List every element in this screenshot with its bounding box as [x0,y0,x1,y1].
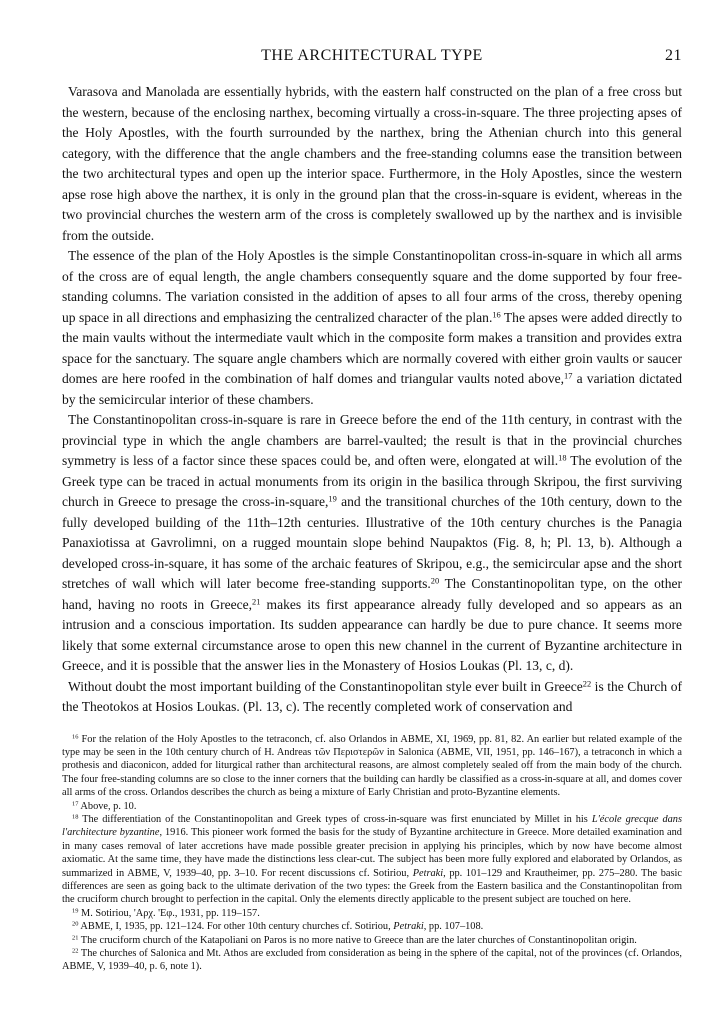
footnote-18-book-title-2: Petraki [412,867,444,879]
footnote-22 [62,947,682,974]
footnote-20-text-a: ABME, I, 1935, pp. 121–124. For other 10th century churches cf. Sotiriou, [78,921,394,933]
footnote-16-number: 16 [72,732,79,740]
footnote-18 [62,813,682,907]
running-header [62,47,682,69]
paragraph-2-text-c: a variation dictated by the semicircular interior of these chambers. [62,371,682,407]
footnote-17-number: 17 [72,800,79,808]
paragraph-2-text-a: The essence of the plan of the Holy Apostles is the simple Constantinopolitan cross-in-square in which all arms of the cross are of equal length, the angle chambers consequently square and the dome supported by four free-standing columns. The variation consisted in the addition of apses to all four arms of the cross, thereby opening up space in all directions and emphasizing the centralized character of the plan. [62,248,682,325]
paragraph-1 [62,82,682,246]
footnote-19-number: 19 [72,907,79,915]
paragraph-3-text-c: and the transitional churches of the 10th century, down to the fully developed building of the 11th–12th centuries. Illustrative of the 10th century churches is the Panagia Panaxiotissa at Gavrolimni, on a rugged mountain slope behind Naupaktos (Fig. 8, h; Pl. 13, b). Although a developed cross-in-square, it has some of the archaic features of Skripou, e.g., the semicircular apse and the short stretches of wall which will later become free-standing supports. [62,494,682,591]
footnote-ref-21[interactable]: 21 [252,596,261,606]
page-number: 21 [665,47,682,64]
footnote-16 [62,733,682,800]
footnote-19-text: M. Sotiriou, 'Αρχ. 'Εφ., 1931, pp. 119–157. [78,907,260,919]
footnote-17-text: Above, p. 10. [78,800,137,812]
page [62,0,682,974]
paragraph-1-text: Varasova and Manolada are essentially hybrids, with the eastern half constructed on the plan of a free cross but the western, because of the enclosing narthex, becoming virtually a cross-in-square. The three projecting apses of the Holy Apostles, with the fourth surrounded by the narthex, bring the Athenian church into this general category, with the difference that the angle chambers and the free-standing columns ease the transition between the two architectural types and open up the interior space. Furthermore, in the Holy Apostles, since the western apse rose high above the narthex, it is only in the ground plan that the cross-in-square is evident, whereas in the two provincial churches the western arm of the cross is completely swallowed up by the narthex and is invisible from the outside. [62,84,682,243]
footnote-ref-20[interactable]: 20 [430,576,440,586]
footnote-ref-17[interactable]: 17 [564,371,573,381]
footnote-18-text-a: The differentiation of the Constantinopolitan and Greek types of cross-in-square was first enunciated by Millet in his [78,813,592,825]
paragraph-3-text-e: makes its first appearance already fully developed and so appears as an intrusion and a conscious importation. Its sudden appearance can hardly be due to pure chance. It seems more likely that some external circumstance arose to open this new channel in the current of Byzantine architecture in Greece, and it is possible that the answer lies in the Monastery of Hosios Loukas (Pl. 13, c, d). [62,596,683,673]
paragraph-3 [62,410,682,677]
footnote-22-text: The churches of Salonica and Mt. Athos are excluded from consideration as being in the sphere of the capital, not of the provinces (cf. Orlandos, ABME, V, 1939–40, p. 6, note 1). [62,948,682,973]
footnote-ref-18[interactable]: 18 [558,453,567,463]
footnote-21 [62,934,682,947]
paragraph-3-text-a: The Constantinopolitan cross-in-square is rare in Greece before the end of the 11th century, in contrast with the provincial type in which the angle chambers are barrel-vaulted; the result is that in the provincial churches symmetry is less of a factor since these spaces could be, and often were, elongated at will. [62,412,682,468]
footnote-17 [62,800,682,813]
paragraph-2 [62,246,682,410]
footnote-18-book-title: L'école grecque dans l'architecture byzantine [62,813,683,839]
paragraph-4-text-a: Without doubt the most important building of the Constantinopolitan style ever built in Greece [68,678,583,694]
footnote-19 [62,907,682,920]
paragraph-2-text-b: The apses were added directly to the main vaults without the intermediate vault which in the composite form makes a transition and provides extra space for the sanctuary. The square angle chambers which are normally covered with either groin vaults or saucer domes are here roofed in the combination of half domes and triangular vaults noted above, [62,309,682,386]
body-text [62,82,682,718]
footnote-20-text-b: , pp. 107–108. [423,921,484,933]
footnote-18-text-c: , pp. 101–129 and Krautheimer, pp. 275–280. The basic differences are seen as going back to the ultimate derivation of the two types: the Greek from the Eastern basilica and the Constantinopolitan from the cruciform church brought to perfection in the capital. Only the elements directly applicable to the present subject are touched on here. [62,867,683,906]
footnote-16-text: For the relation of the Holy Apostles to the tetraconch, cf. also Orlandos in ABME, XI, 1969, pp. 81, 82. An earlier but related example of the type may be seen in the 10th century church of H. Andreas τῶν Περιστερῶν in Salonica (ABME, VII, 1951, pp. 146–167), a tetraconch in which a prothesis and diaconicon, added for liturgical rather than architectural reasons, are almost completely sealed off from the main body of the church. The four free-standing columns are so close to the inner corners that the building can hardly be classified as a cross-in-square at all, and domes cover all arms of the cross. Orlandos describes the church as being a mixture of Early Christian and proto-Byzantine elements. [62,733,682,799]
footnote-ref-19[interactable]: 19 [328,494,337,504]
footnotes [62,733,682,974]
paragraph-3-text-d: The Constantinopolitan type, on the other hand, having no roots in Greece, [62,576,682,612]
paragraph-4 [62,677,682,718]
footnote-18-text-b: , 1916. This pioneer work formed the basis for the study of Byzantine architecture in Greece. More detailed examination and in many cases removal of later accretions have made possible greater precision in applying his principles, which by now have become almost axiomatic. At the same time, they have made the distinctions less clear-cut. The subject has been more fully explored and elaborated by Orlandos, as summarized in ABME, V, 1939–40, pp. 3–10. For recent discussions cf. Sotiriou, [62,827,682,879]
footnote-20-book-title: Petraki [393,921,424,933]
footnote-ref-16[interactable]: 16 [492,309,501,319]
footnote-20 [62,920,682,933]
footnote-21-text: The cruciform church of the Katapoliani on Paros is no more native to Greece than are the later churches of Constantinopolitan origin. [78,934,637,946]
running-title: THE ARCHITECTURAL TYPE [261,47,483,64]
footnote-ref-22[interactable]: 22 [582,678,592,688]
footnote-22-number: 22 [72,947,79,955]
paragraph-4-text-b: is the Church of the Theotokos at Hosios Loukas. (Pl. 13, c). The recently completed work of conservation and [62,678,682,714]
footnote-18-number: 18 [72,813,79,821]
paragraph-3-text-b: The evolution of the Greek type can be traced in actual monuments from its origin in the basilica through Skripou, the first surviving church in Greece to presage the cross-in-square, [62,453,682,509]
footnote-21-number: 21 [72,934,79,942]
footnote-20-number: 20 [72,920,79,928]
